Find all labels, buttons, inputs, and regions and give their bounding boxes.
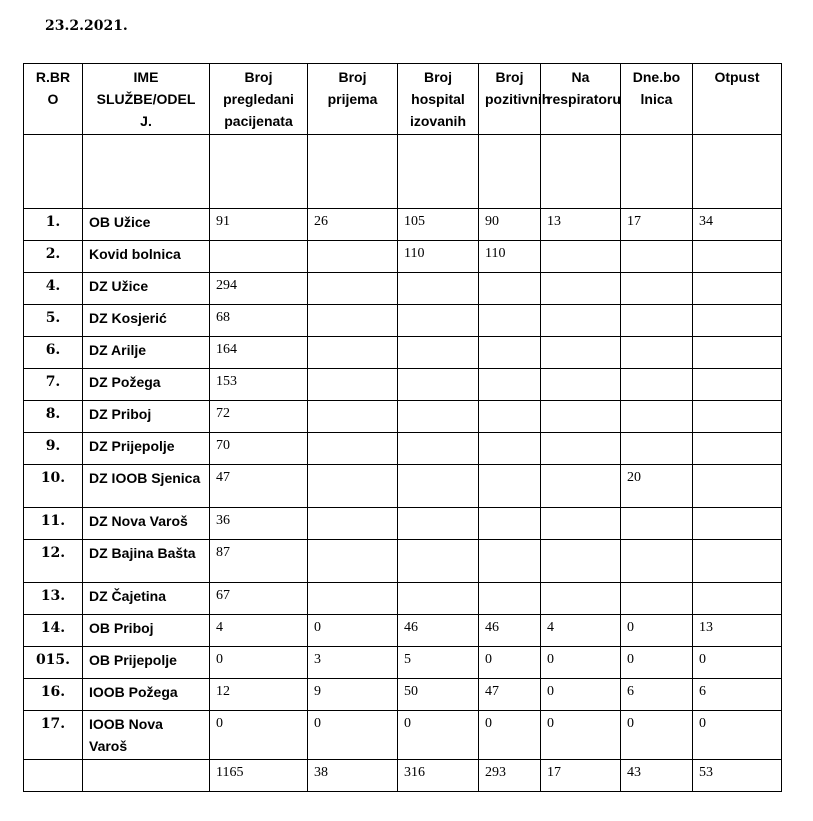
cell-dnebo — [621, 337, 693, 369]
cell-pregledani: 164 — [210, 337, 308, 369]
cell-prijema — [308, 241, 398, 273]
cell-otpust — [693, 508, 782, 540]
row-number: 13. — [24, 583, 83, 615]
cell-dnebo — [621, 369, 693, 401]
service-name: IOOB Nova Varoš — [83, 711, 210, 760]
total-pregledani: 1165 — [210, 760, 308, 792]
cell-prijema: 26 — [308, 209, 398, 241]
cell-pregledani: 70 — [210, 433, 308, 465]
cell-dnebo — [621, 508, 693, 540]
cell-otpust — [693, 465, 782, 508]
cell-prijema — [308, 305, 398, 337]
cell-hosp: 50 — [398, 679, 479, 711]
header-ime: IME SLUŽBE/ODEL J. — [83, 64, 210, 135]
cell-resp — [541, 369, 621, 401]
cell-prijema — [308, 540, 398, 583]
cell-hosp — [398, 540, 479, 583]
service-name: OB Priboj — [83, 615, 210, 647]
cell-hosp — [398, 583, 479, 615]
table-row — [24, 209, 782, 241]
row-number: 16. — [24, 679, 83, 711]
cell-poz — [479, 401, 541, 433]
cell-resp — [541, 433, 621, 465]
header-pozitivnih: Broj pozitivnih — [479, 64, 541, 135]
cell-poz — [479, 273, 541, 305]
cell-hosp — [398, 305, 479, 337]
cell-poz: 46 — [479, 615, 541, 647]
cell-hosp: 5 — [398, 647, 479, 679]
table-row — [24, 241, 782, 273]
row-number: 5. — [24, 305, 83, 337]
cell-poz — [479, 508, 541, 540]
cell-poz — [479, 433, 541, 465]
table-row — [24, 433, 782, 465]
cell-hosp — [398, 508, 479, 540]
report-table — [23, 63, 782, 792]
total-resp: 17 — [541, 760, 621, 792]
cell-hosp: 110 — [398, 241, 479, 273]
service-name: DZ Požega — [83, 369, 210, 401]
row-number: 7. — [24, 369, 83, 401]
table-row — [24, 337, 782, 369]
header-hospitalizovanih: Broj hospital izovanih — [398, 64, 479, 135]
report-date: 23.2.2021. — [45, 18, 128, 34]
service-name: DZ Užice — [83, 273, 210, 305]
blank-row — [24, 135, 782, 209]
cell-dnebo: 6 — [621, 679, 693, 711]
cell-poz — [479, 583, 541, 615]
cell-pregledani: 4 — [210, 615, 308, 647]
table-row — [24, 540, 782, 583]
total-prijema: 38 — [308, 760, 398, 792]
total-hosp: 316 — [398, 760, 479, 792]
cell-resp: 13 — [541, 209, 621, 241]
cell-dnebo: 20 — [621, 465, 693, 508]
service-name: DZ IOOB Sjenica — [83, 465, 210, 508]
row-number: 8. — [24, 401, 83, 433]
table-row — [24, 583, 782, 615]
table-row — [24, 647, 782, 679]
cell-resp — [541, 583, 621, 615]
row-number: 2. — [24, 241, 83, 273]
cell-pregledani: 0 — [210, 711, 308, 760]
cell-hosp — [398, 369, 479, 401]
cell-otpust — [693, 305, 782, 337]
table-row — [24, 401, 782, 433]
cell-pregledani: 87 — [210, 540, 308, 583]
cell-resp — [541, 401, 621, 433]
cell-resp — [541, 465, 621, 508]
table-row — [24, 615, 782, 647]
total-dnebo: 43 — [621, 760, 693, 792]
service-name: DZ Arilje — [83, 337, 210, 369]
cell-dnebo: 17 — [621, 209, 693, 241]
cell-pregledani: 12 — [210, 679, 308, 711]
cell-otpust — [693, 401, 782, 433]
cell-otpust — [693, 433, 782, 465]
cell-dnebo — [621, 305, 693, 337]
cell-otpust: 6 — [693, 679, 782, 711]
row-number: 1. — [24, 209, 83, 241]
cell-dnebo: 0 — [621, 615, 693, 647]
header-dnevna-bolnica: Dne.bo lnica — [621, 64, 693, 135]
cell-dnebo — [621, 241, 693, 273]
service-name: DZ Čajetina — [83, 583, 210, 615]
row-number: 6. — [24, 337, 83, 369]
cell-prijema — [308, 273, 398, 305]
service-name: IOOB Požega — [83, 679, 210, 711]
row-number: 9. — [24, 433, 83, 465]
row-number: 10. — [24, 465, 83, 508]
cell-hosp: 46 — [398, 615, 479, 647]
cell-pregledani — [210, 241, 308, 273]
cell-otpust — [693, 273, 782, 305]
table-row — [24, 508, 782, 540]
row-number: 17. — [24, 711, 83, 760]
cell-resp: 0 — [541, 711, 621, 760]
cell-resp: 4 — [541, 615, 621, 647]
cell-poz: 0 — [479, 711, 541, 760]
cell-otpust — [693, 337, 782, 369]
service-name: Kovid bolnica — [83, 241, 210, 273]
cell-poz: 110 — [479, 241, 541, 273]
cell-poz — [479, 369, 541, 401]
cell-hosp — [398, 401, 479, 433]
cell-pregledani: 153 — [210, 369, 308, 401]
cell-resp: 0 — [541, 679, 621, 711]
cell-resp — [541, 508, 621, 540]
cell-resp — [541, 273, 621, 305]
cell-pregledani: 72 — [210, 401, 308, 433]
cell-prijema: 0 — [308, 711, 398, 760]
total-poz: 293 — [479, 760, 541, 792]
cell-hosp — [398, 337, 479, 369]
cell-hosp — [398, 273, 479, 305]
cell-dnebo — [621, 433, 693, 465]
cell-poz — [479, 337, 541, 369]
row-number: 11. — [24, 508, 83, 540]
header-row — [24, 64, 782, 135]
cell-otpust — [693, 241, 782, 273]
cell-poz: 47 — [479, 679, 541, 711]
cell-prijema — [308, 337, 398, 369]
cell-poz: 90 — [479, 209, 541, 241]
cell-otpust: 0 — [693, 647, 782, 679]
cell-otpust — [693, 583, 782, 615]
cell-dnebo — [621, 401, 693, 433]
cell-pregledani: 36 — [210, 508, 308, 540]
service-name: DZ Prijepolje — [83, 433, 210, 465]
cell-pregledani: 47 — [210, 465, 308, 508]
total-otpust: 53 — [693, 760, 782, 792]
row-number: 12. — [24, 540, 83, 583]
cell-pregledani: 91 — [210, 209, 308, 241]
cell-poz — [479, 305, 541, 337]
table-row — [24, 679, 782, 711]
cell-dnebo — [621, 540, 693, 583]
cell-poz: 0 — [479, 647, 541, 679]
cell-otpust: 13 — [693, 615, 782, 647]
cell-prijema: 3 — [308, 647, 398, 679]
cell-hosp: 0 — [398, 711, 479, 760]
cell-pregledani: 68 — [210, 305, 308, 337]
cell-prijema — [308, 433, 398, 465]
cell-prijema — [308, 465, 398, 508]
cell-dnebo: 0 — [621, 647, 693, 679]
row-number: 14. — [24, 615, 83, 647]
cell-resp — [541, 305, 621, 337]
table-row — [24, 465, 782, 508]
header-prijema: Broj prijema — [308, 64, 398, 135]
table-row — [24, 273, 782, 305]
cell-poz — [479, 540, 541, 583]
cell-dnebo — [621, 583, 693, 615]
cell-dnebo — [621, 273, 693, 305]
row-number: 015. — [24, 647, 83, 679]
service-name: OB Užice — [83, 209, 210, 241]
cell-pregledani: 294 — [210, 273, 308, 305]
cell-prijema — [308, 401, 398, 433]
header-otpust: Otpust — [693, 64, 782, 135]
cell-prijema — [308, 583, 398, 615]
table-row — [24, 305, 782, 337]
cell-hosp: 105 — [398, 209, 479, 241]
table-row — [24, 711, 782, 760]
header-respirator: Na respiratoru — [541, 64, 621, 135]
cell-hosp — [398, 433, 479, 465]
cell-otpust — [693, 369, 782, 401]
row-number: 4. — [24, 273, 83, 305]
cell-prijema: 9 — [308, 679, 398, 711]
header-rbr: R.BR O — [24, 64, 83, 135]
service-name: DZ Kosjerić — [83, 305, 210, 337]
cell-resp — [541, 241, 621, 273]
cell-otpust: 0 — [693, 711, 782, 760]
cell-otpust: 34 — [693, 209, 782, 241]
cell-hosp — [398, 465, 479, 508]
cell-poz — [479, 465, 541, 508]
service-name: DZ Nova Varoš — [83, 508, 210, 540]
cell-pregledani: 67 — [210, 583, 308, 615]
service-name: OB Prijepolje — [83, 647, 210, 679]
header-pregledani: Broj pregledani pacijenata — [210, 64, 308, 135]
cell-resp — [541, 337, 621, 369]
cell-resp: 0 — [541, 647, 621, 679]
table-row — [24, 369, 782, 401]
cell-prijema — [308, 369, 398, 401]
cell-prijema: 0 — [308, 615, 398, 647]
cell-otpust — [693, 540, 782, 583]
cell-pregledani: 0 — [210, 647, 308, 679]
cell-dnebo: 0 — [621, 711, 693, 760]
service-name: DZ Priboj — [83, 401, 210, 433]
cell-prijema — [308, 508, 398, 540]
cell-resp — [541, 540, 621, 583]
totals-row — [24, 760, 782, 792]
service-name: DZ Bajina Bašta — [83, 540, 210, 583]
